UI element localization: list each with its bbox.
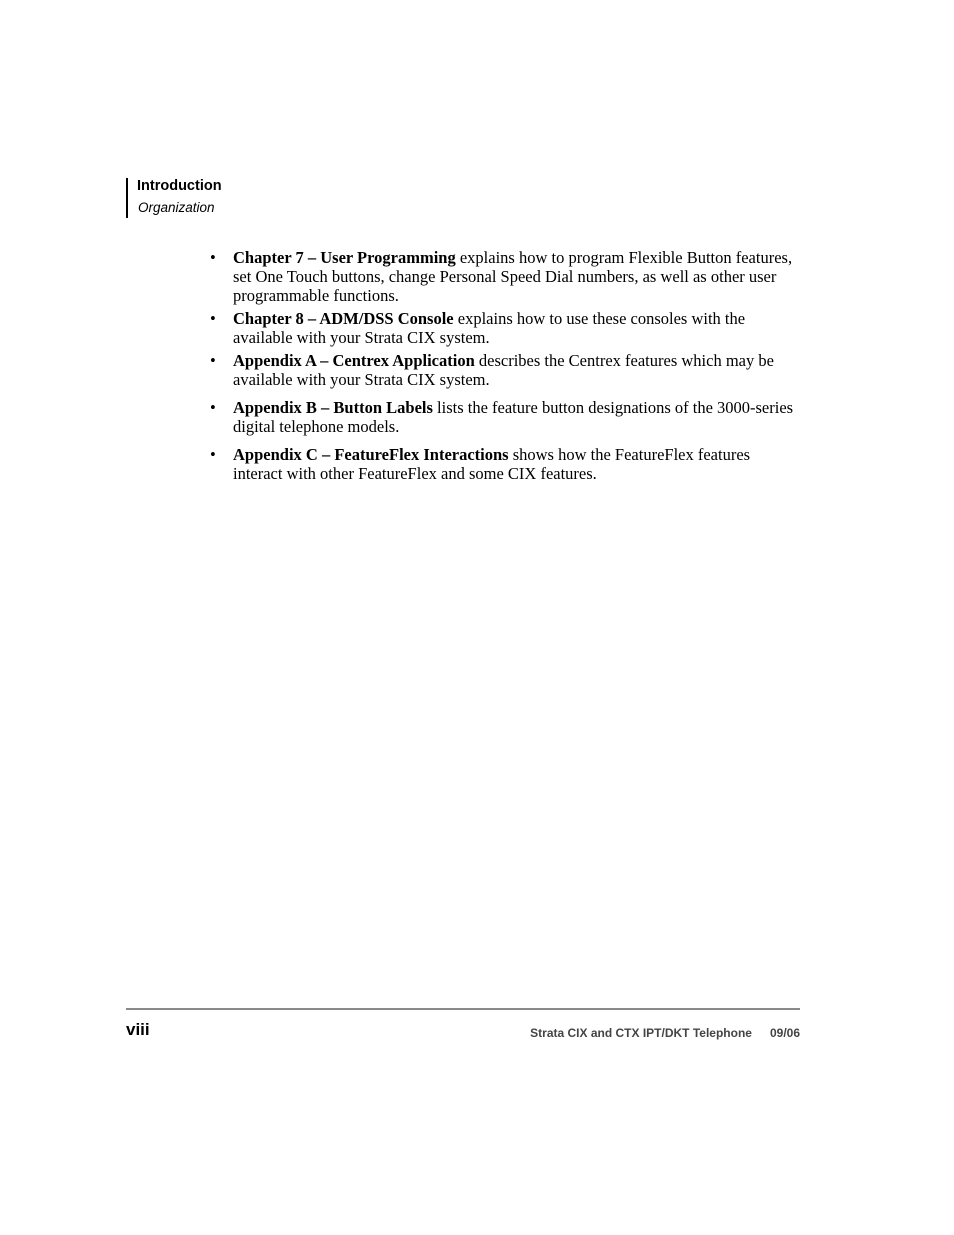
chapter-list	[210, 248, 802, 483]
item-term: Chapter 7 – User Programming	[233, 248, 456, 267]
item-description: explains how to use these consoles with the available with your Strata CIX system.	[233, 309, 746, 347]
section-title: Introduction	[137, 178, 222, 194]
footer-rule	[126, 1008, 800, 1010]
item-term: Appendix A – Centrex Application	[233, 351, 475, 370]
bullet-icon: •	[210, 398, 216, 417]
bullet-icon: •	[210, 309, 216, 328]
bullet-icon: •	[210, 351, 216, 370]
item-description: describes the Centrex features which may be available with your Strata CIX system.	[233, 351, 774, 389]
footer-date: 09/06	[769, 1026, 800, 1040]
footer-document-info	[530, 1026, 800, 1041]
list-item-chapter-7	[210, 248, 802, 305]
list-item-appendix-a	[210, 351, 802, 389]
bullet-icon: •	[210, 445, 216, 464]
item-description: lists the feature button designations of the 3000-series digital telephone models.	[233, 398, 794, 436]
item-description: explains how to program Flexible Button features, set One Touch buttons, change Personal Speed Dial numbers, as well as other user programmable functions.	[233, 248, 793, 305]
section-subtitle: Organization	[138, 200, 215, 215]
footer-document-title: Strata CIX and CTX IPT/DKT Telephone	[530, 1026, 752, 1040]
item-term: Chapter 8 – ADM/DSS Console	[233, 309, 454, 328]
bullet-icon: •	[210, 248, 216, 267]
list-item-chapter-8	[210, 309, 802, 347]
item-term: Appendix C – FeatureFlex Interactions	[233, 445, 509, 464]
list-item-appendix-b	[210, 398, 802, 436]
item-term: Appendix B – Button Labels	[233, 398, 433, 417]
page-number: viii	[126, 1020, 150, 1039]
header-rule	[126, 178, 128, 218]
item-description: shows how the FeatureFlex features interact with other FeatureFlex and some CIX features.	[233, 445, 751, 483]
list-item-appendix-c	[210, 445, 802, 483]
